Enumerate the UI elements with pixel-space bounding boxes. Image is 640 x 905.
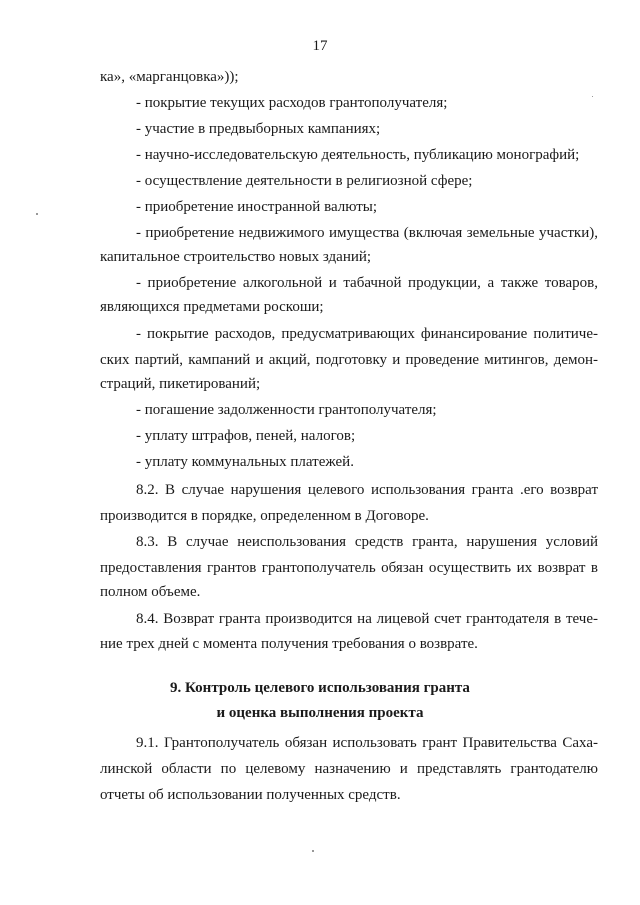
page-number: 17 xyxy=(312,38,328,54)
paragraph-line: 8.3. В случае неиспользования средств гранта, нарушения условий xyxy=(136,534,598,550)
scan-speck xyxy=(592,96,593,97)
list-item: - приобретение алкогольной и табачной продукции, а также товаров, xyxy=(136,275,598,291)
list-item: - покрытие расходов, предусматривающих финансирование политиче- xyxy=(136,326,598,342)
text-line: ских партий, кампаний и акций, подготовку и проведение митингов, демон- xyxy=(100,352,598,368)
list-item: - покрытие текущих расходов грантополучателя; xyxy=(136,95,448,111)
paragraph-line: производится в порядке, определенном в Договоре. xyxy=(100,508,429,524)
list-item: - приобретение иностранной валюты; xyxy=(136,199,378,215)
section-heading-line-1: 9. Контроль целевого использования гранта xyxy=(170,680,470,696)
paragraph-line: ние трех дней с момента получения требования о возврате. xyxy=(100,636,478,652)
text-line: ка», «марганцовка»)); xyxy=(100,69,239,85)
paragraph-line: полном объеме. xyxy=(100,584,201,600)
paragraph-line: 9.1. Грантополучатель обязан использовать грант Правительства Саха- xyxy=(136,735,598,751)
paragraph-line: 8.4. Возврат гранта производится на лицевой счет грантодателя в тече- xyxy=(136,611,598,627)
text-line: страций, пикетирований; xyxy=(100,376,261,392)
section-heading-line-2: и оценка выполнения проекта xyxy=(216,705,424,721)
list-item: - осуществление деятельности в религиозной сфере; xyxy=(136,173,473,189)
list-item: - уплату штрафов, пеней, налогов; xyxy=(136,428,356,444)
scan-speck xyxy=(312,850,314,852)
list-item: - научно-исследовательскую деятельность, публикацию монографий; xyxy=(136,147,580,163)
paragraph-line: отчеты об использовании полученных средств. xyxy=(100,787,401,803)
list-item: - участие в предвыборных кампаниях; xyxy=(136,121,381,137)
scan-speck xyxy=(36,213,38,215)
list-item: - погашение задолженности грантополучателя; xyxy=(136,402,437,418)
paragraph-line: линской области по целевому назначению и представлять грантодателю xyxy=(100,761,598,777)
paragraph-line: 8.2. В случае нарушения целевого использования гранта .его возврат xyxy=(136,482,598,498)
list-item: - уплату коммунальных платежей. xyxy=(136,454,354,470)
text-line: капитальное строительство новых зданий; xyxy=(100,249,372,265)
text-line: являющихся предметами роскоши; xyxy=(100,299,324,315)
list-item: - приобретение недвижимого имущества (включая земельные участки), xyxy=(136,225,598,241)
paragraph-line: предоставления грантов грантополучатель обязан осуществить их возврат в xyxy=(100,560,598,576)
